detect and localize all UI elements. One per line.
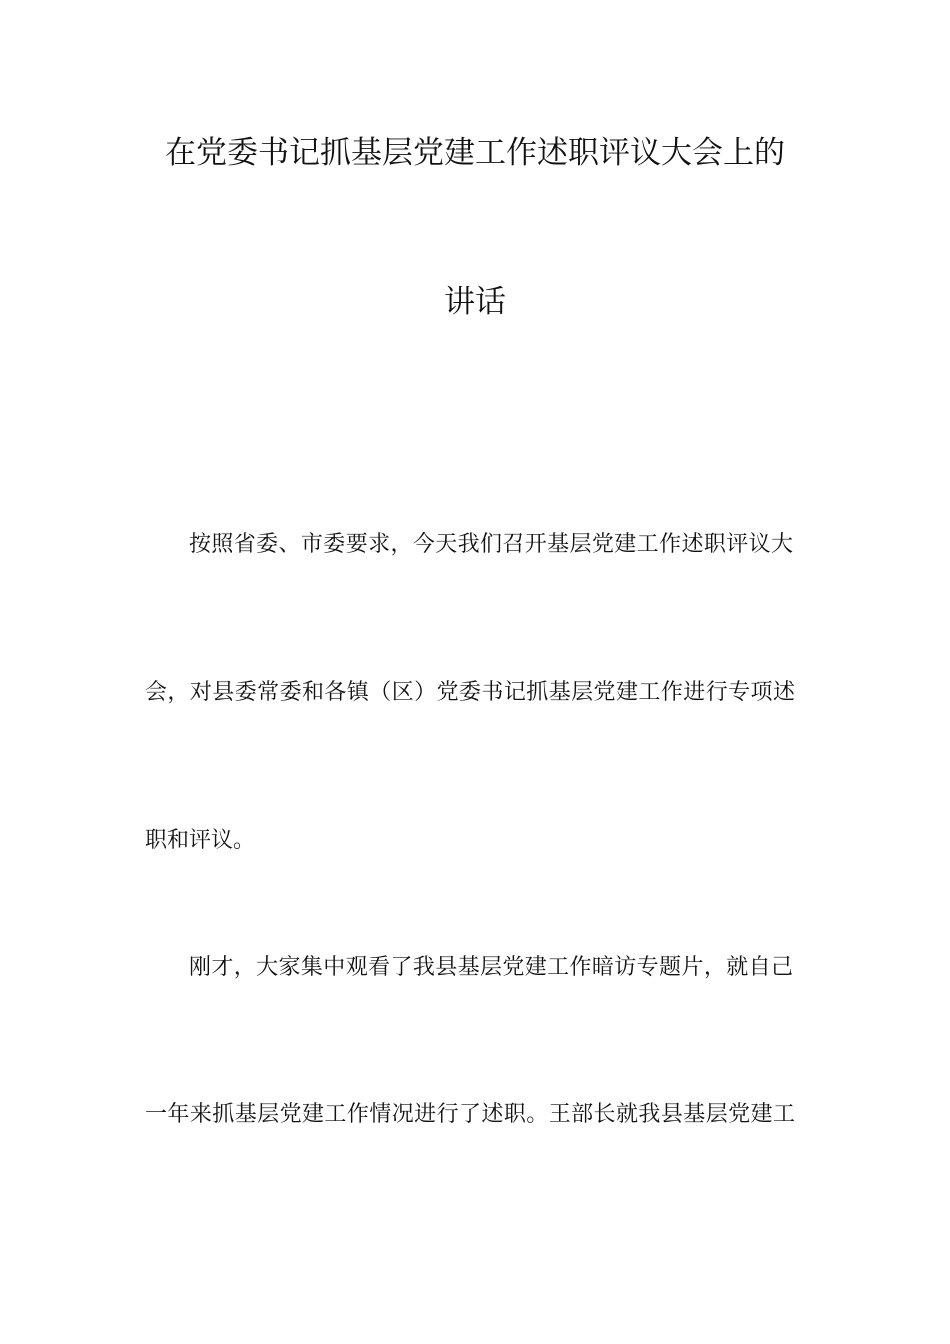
document-title-line-1: 在党委书记抓基层党建工作述职评议大会上的 — [165, 135, 785, 171]
paragraph-1-line-3: 职和评议。 — [145, 828, 256, 853]
paragraph-1-line-2: 会，对县委常委和各镇（区）党委书记抓基层党建工作进行专项述 — [145, 680, 795, 705]
paragraph-2-line-1: 刚才，大家集中观看了我县基层党建工作暗访专题片，就自己 — [189, 955, 793, 980]
document-title-line-2: 讲话 — [444, 284, 506, 320]
paragraph-1-line-1: 按照省委、市委要求，今天我们召开基层党建工作述职评议大 — [189, 532, 793, 557]
paragraph-2-line-2: 一年来抓基层党建工作情况进行了述职。王部长就我县基层党建工 — [145, 1102, 795, 1127]
